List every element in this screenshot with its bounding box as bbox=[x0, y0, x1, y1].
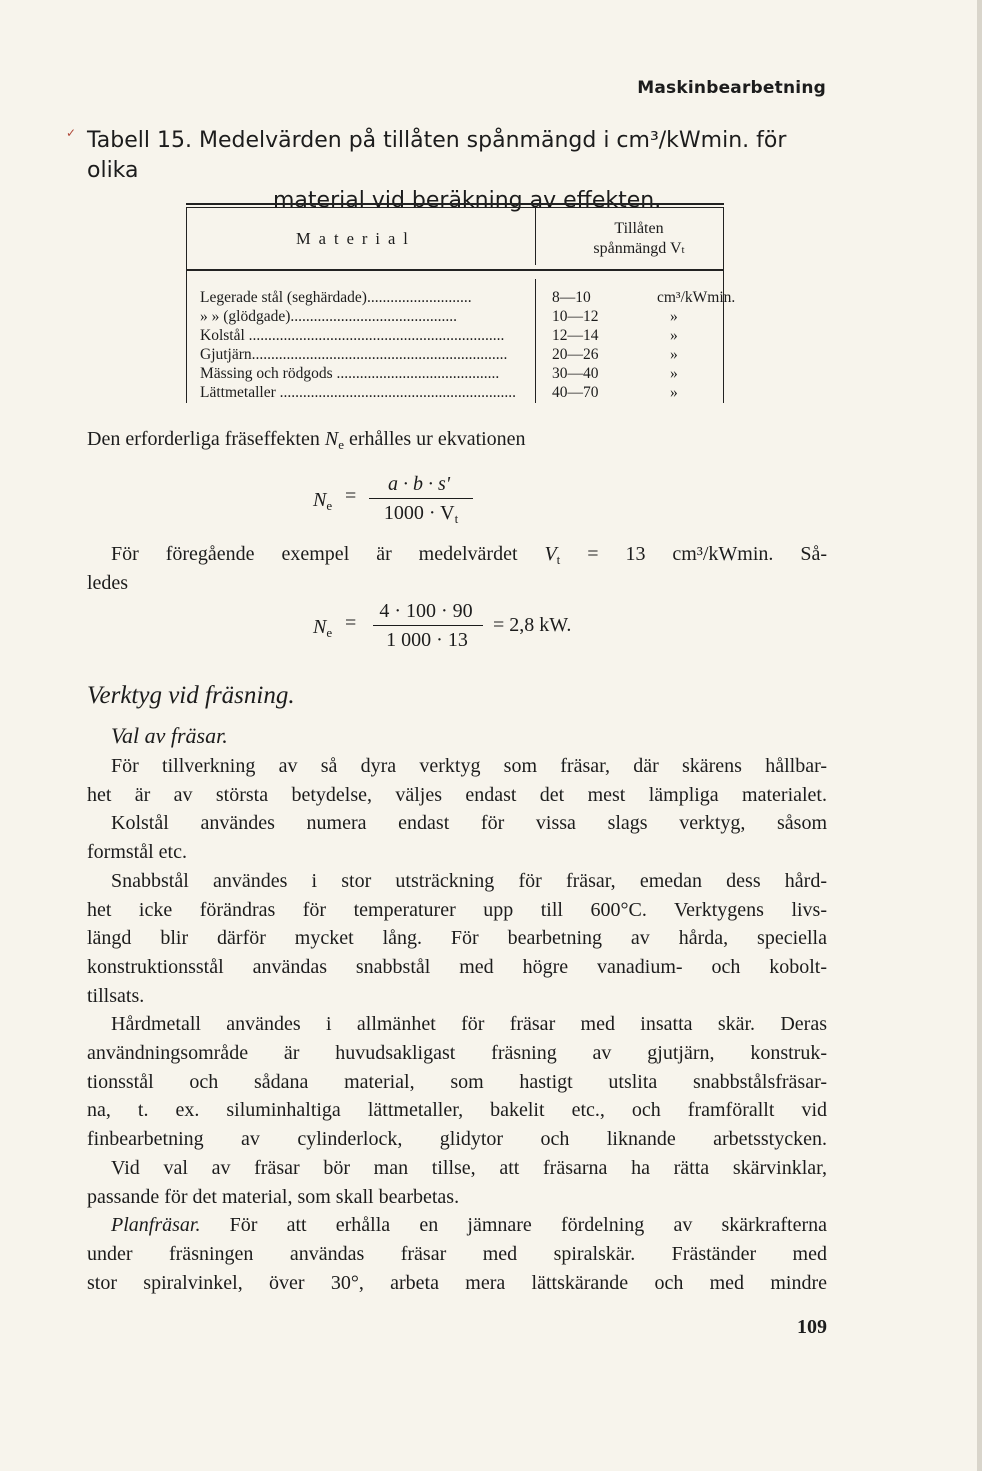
example-var: V bbox=[544, 543, 557, 565]
formula-lhs bbox=[313, 489, 332, 514]
formula-lhs-var: N bbox=[313, 489, 327, 511]
intro-sub: e bbox=[338, 437, 344, 452]
text-line-content: För tillverkning av så dyra verktyg som fräsar, där skärens hållbar- bbox=[111, 755, 827, 777]
table-cell-value: 20—26 bbox=[552, 346, 599, 363]
table-cell-unit: » bbox=[670, 384, 678, 401]
text-line-content: finbearbetning av cylinderlock, glidytor och liknande arbetsstycken. bbox=[87, 1128, 827, 1151]
equation-intro bbox=[87, 428, 827, 453]
formula-denominator bbox=[369, 502, 473, 527]
running-head: Maskinbearbetning bbox=[637, 78, 826, 98]
text-line-content: tionsstål och sådana material, som hastigt utslita snabbstålsfräsar- bbox=[87, 1070, 827, 1093]
text-line bbox=[111, 870, 827, 893]
formula-example bbox=[313, 602, 613, 662]
text-line bbox=[111, 755, 827, 778]
caption-line-2: material vid beräkning av effekten. bbox=[273, 188, 662, 213]
text-line-content: na, t. ex. siluminhaltiga lättmetaller, bakelit etc., och framförallt vid bbox=[87, 1099, 827, 1122]
formula-power bbox=[313, 473, 483, 537]
table-cell-material: Gjutjärn.................................................................. bbox=[200, 346, 508, 363]
table-row bbox=[200, 307, 716, 326]
table-cell-material: Kolstål .................................................................. bbox=[200, 327, 505, 344]
text-line bbox=[111, 1157, 827, 1180]
text-line bbox=[87, 1071, 827, 1094]
run-in-heading: Planfräsar. bbox=[111, 1214, 201, 1237]
intro-text-after: erhålles ur ekvationen bbox=[343, 428, 526, 450]
text-line-content: tillsats. bbox=[87, 984, 145, 1007]
table-top-rule bbox=[186, 203, 724, 205]
caption-line-1: Tabell 15. Medelvärden på tillåten spånmängd i cm³/kWmin. för olika bbox=[87, 128, 787, 183]
column-header-line-1: Tillåten bbox=[614, 220, 664, 237]
text-line bbox=[87, 1042, 827, 1065]
table-cell-unit: » bbox=[670, 365, 678, 382]
table-cell-value: 30—40 bbox=[552, 365, 599, 382]
example-line-1 bbox=[111, 543, 827, 568]
text-line bbox=[87, 1099, 827, 1122]
table-left-border bbox=[186, 207, 187, 403]
table-cell-value: 8—10 bbox=[552, 289, 591, 306]
margin-mark: ✓ bbox=[66, 126, 77, 140]
table-cell-unit: cm³/kWmin. bbox=[657, 289, 736, 306]
text-line-content: under fräsningen användas fräsar med spiralskär. Fräständer med bbox=[87, 1242, 827, 1265]
intro-text-before: Den erforderliga fräseffekten bbox=[87, 428, 325, 450]
text-line-content: användningsområde är huvudsakligast fräsning av gjutjärn, konstruk- bbox=[87, 1042, 827, 1064]
text-line bbox=[87, 985, 144, 1008]
table-header-rule bbox=[186, 269, 724, 271]
table-cell-material: » » (glödgade)........................................... bbox=[200, 308, 458, 325]
text-line bbox=[87, 784, 827, 807]
formula2-result: = 2,8 kW. bbox=[493, 614, 572, 636]
page-number: 109 bbox=[797, 1316, 827, 1338]
formula-denominator-text: 1000 · V bbox=[383, 502, 455, 524]
formula2-denominator: 1 000 · 13 bbox=[386, 629, 468, 651]
text-line-content: formstål etc. bbox=[87, 841, 187, 864]
text-line-content: passande för det material, som skall bearbetas. bbox=[87, 1185, 460, 1208]
text-line-content: För att erhålla en jämnare fördelning av skärkrafterna bbox=[200, 1214, 827, 1237]
table-cell-unit: » bbox=[670, 327, 678, 344]
material-table bbox=[186, 203, 736, 403]
formula2-numerator: 4 · 100 · 90 bbox=[379, 600, 473, 622]
column-header-var: spånmängd V bbox=[593, 240, 682, 257]
table-cell-unit: » bbox=[670, 346, 678, 363]
table-cell-material: Legerade stål (seghärdade)........................... bbox=[200, 289, 472, 306]
formula-eq: = bbox=[345, 485, 357, 507]
text-line bbox=[111, 1013, 827, 1036]
table-row bbox=[200, 364, 716, 383]
formula2-eq: = bbox=[345, 612, 357, 634]
column-header-spanmangd bbox=[564, 219, 714, 260]
text-line bbox=[111, 812, 827, 835]
table-cell-value: 40—70 bbox=[552, 384, 599, 401]
formula-fraction-bar bbox=[369, 498, 473, 499]
text-line-content: stor spiralvinkel, över 30°, arbeta mera lättskärande och med mindre bbox=[87, 1271, 827, 1294]
formula2-fraction-bar bbox=[373, 625, 483, 626]
text-line bbox=[87, 1186, 459, 1209]
formula2-lhs-sub: e bbox=[326, 625, 333, 640]
intro-var: N bbox=[324, 428, 339, 450]
text-line-content: het icke förändras för temperaturer upp till 600°C. Verktygens livs- bbox=[87, 898, 827, 921]
text-line-content: Hårdmetall användes i allmänhet för fräsar med insatta skär. Deras bbox=[111, 1013, 827, 1036]
column-header-line-2 bbox=[564, 239, 714, 260]
text-line-content: konstruktionsstål användas snabbstål med högre vanadium- och kobolt- bbox=[87, 955, 827, 978]
table-row bbox=[200, 288, 736, 307]
section-heading: Verktyg vid fräsning. bbox=[87, 682, 295, 709]
formula2-lhs-var: N bbox=[313, 616, 327, 638]
table-top-rule-2 bbox=[186, 207, 724, 208]
table-cell-value: 12—14 bbox=[552, 327, 599, 344]
text-line bbox=[87, 956, 827, 979]
table-cell-material: Lättmetaller ............................................................. bbox=[200, 384, 516, 401]
subsection-heading: Val av fräsar. bbox=[111, 723, 228, 748]
text-line-content: Vid val av fräsar bör man tillse, att fräsarna ha rätta skärvinklar, bbox=[111, 1156, 827, 1179]
table-row bbox=[200, 345, 716, 364]
formula-numerator: a · b · s' bbox=[387, 473, 451, 495]
column-header-sub: t bbox=[681, 244, 685, 256]
table-cell-unit: » bbox=[670, 308, 678, 325]
table-header-divider bbox=[535, 207, 536, 265]
table-cell-value: 10—12 bbox=[552, 308, 599, 325]
text-line-content: längd blir därför mycket lång. För bearbetning av hårda, speciella bbox=[87, 927, 827, 950]
text-line bbox=[87, 1128, 827, 1151]
text-line bbox=[111, 1214, 827, 1237]
example-sub: t bbox=[556, 552, 561, 567]
table-row bbox=[200, 383, 716, 402]
column-header-material: Material bbox=[296, 229, 416, 248]
example-text-a: För föregående exempel är medelvärdet bbox=[111, 543, 545, 565]
formula-denominator-sub: t bbox=[454, 511, 459, 526]
table-cell-material: Mässing och rödgods .......................................... bbox=[200, 365, 500, 382]
text-line bbox=[87, 899, 827, 922]
text-line bbox=[87, 1272, 827, 1295]
text-line bbox=[87, 1243, 827, 1266]
formula2-lhs bbox=[313, 616, 332, 641]
example-line-2: ledes bbox=[87, 572, 129, 594]
table-row bbox=[200, 326, 716, 345]
body-text bbox=[87, 755, 827, 1300]
formula-lhs-sub: e bbox=[326, 498, 333, 513]
text-line-content: het är av största betydelse, väljes endast det mest lämpliga materialet. bbox=[87, 783, 827, 806]
text-line bbox=[87, 927, 827, 950]
text-line-content: Kolstål användes numera endast för vissa slags verktyg, såsom bbox=[111, 812, 827, 835]
text-line bbox=[87, 841, 187, 864]
page-edge bbox=[977, 0, 982, 1471]
example-text-b: = 13 cm³/kWmin. Så- bbox=[560, 543, 827, 565]
text-line-content: Snabbstål användes i stor utsträckning för fräsar, emedan dess hård- bbox=[111, 869, 827, 892]
